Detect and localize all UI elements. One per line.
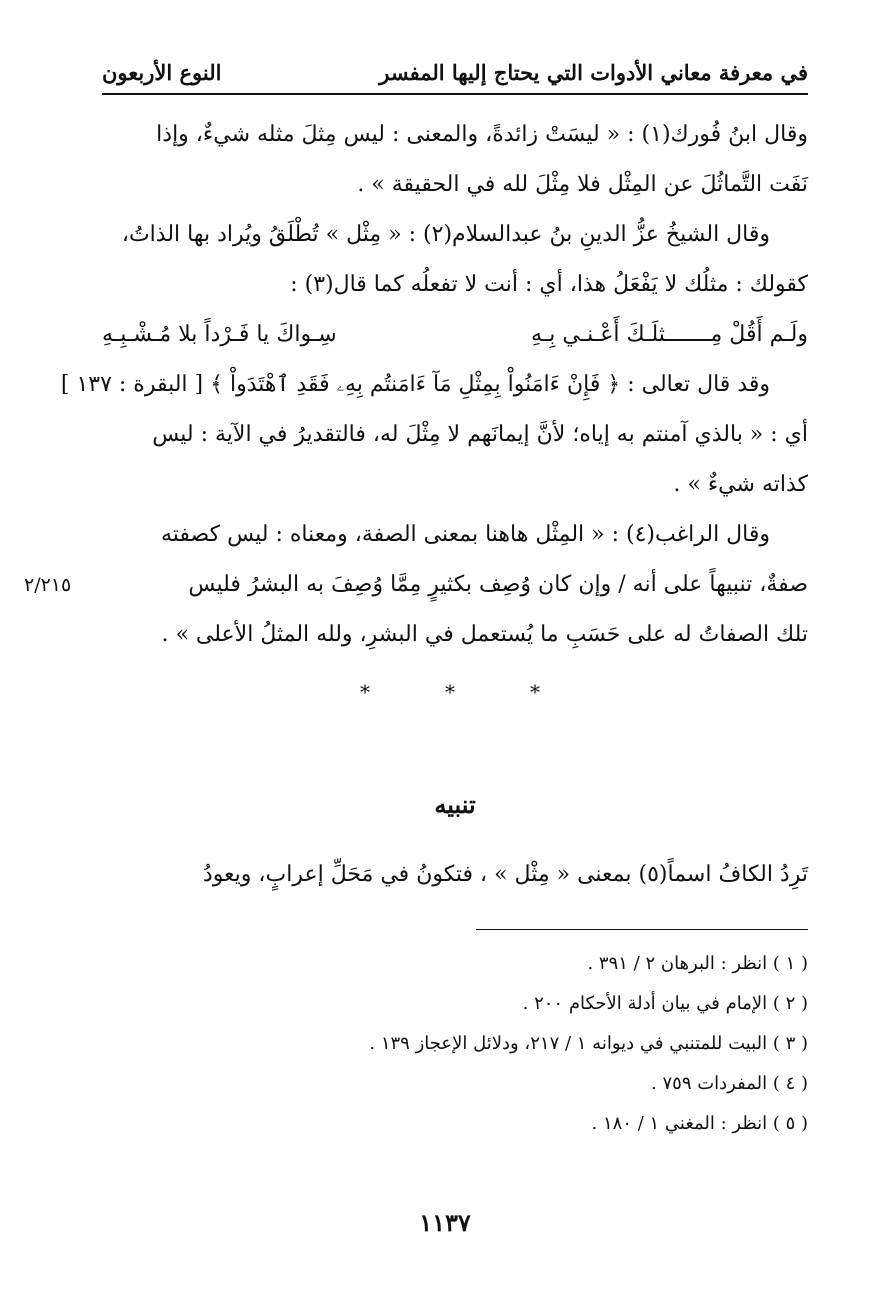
text-line: وقال ابنُ فُورك(١) : « ليسَتْ زائدةً، والمعنى : ليس مِثلَ مثله شيءٌ، وإذا: [156, 122, 808, 147]
section-separator: [360, 680, 540, 704]
footnote-rule: [476, 929, 808, 930]
text-line: صفةٌ، تنبيهاً على أنه / وإن كان وُصِف بكثيرٍ مِمَّا وُصِفَ به البشرُ فليس: [188, 572, 808, 597]
text-line: نَفَت التَّماثُلَ عن المِثْل فلا مِثْلَ لله في الحقيقة » .: [357, 172, 808, 197]
separator-star: *: [530, 680, 540, 704]
text-line: أي : « بالذي آمنتم به إياه؛ لأنَّ إيمانَهم لا مِثْلَ له، فالتقديرُ في الآية : ليس: [152, 422, 808, 447]
text-line: كذاته شيءٌ » .: [673, 472, 808, 497]
verse-second-hemistich: سِـواكَ يا فَـرْداً بلا مُـشْـبِـهِ: [102, 322, 337, 347]
footnote: ( ٥ ) انظر : المغني ١ / ١٨٠ .: [591, 1113, 808, 1134]
separator-star: *: [445, 680, 455, 704]
section-title: تنبيه: [434, 790, 476, 819]
quran-verse-line: وقد قال تعالى : ﴿ فَإِنْ ءَامَنُواْ بِمِثْلِ مَآ ءَامَنتُم بِهِۦ فَقَدِ ٱهْتَدَواْ ﴾ [ البقرة : ١٣٧ ]: [60, 372, 770, 397]
chapter-heading: النوع الأربعون: [102, 59, 222, 85]
verse-first-hemistich: ولَـم أَقُلْ مِـــــــثلَـكَ أَعْـنـي بِـهِ: [531, 322, 808, 347]
poetry-verse: [102, 310, 808, 360]
text-line: وقال الراغب(٤) : « المِثْل هاهنا بمعنى الصفة، ومعناه : ليس كصفته: [160, 522, 770, 547]
running-header: [102, 52, 808, 92]
text-line: وقال الشيخُ عزُّ الدينِ بنُ عبدالسلام(٢) : « مِثْل » تُطْلَقُ ويُراد بها الذاتُ،: [121, 222, 770, 247]
footnotes: [102, 944, 808, 1144]
text-line: تلك الصفاتُ له على حَسَبِ ما يُستعمل في البشرِ، ولله المثلُ الأعلى » .: [161, 622, 808, 647]
separator-star: *: [360, 680, 370, 704]
text-line: كقولك : مثلُك لا يَفْعَلُ هذا، أي : أنت لا تفعلُه كما قال(٣) :: [290, 272, 808, 297]
page-number: ١١٣٧: [419, 1208, 471, 1237]
section-text: تَرِدُ الكافُ اسماً(٥) بمعنى « مِثْل » ، فتكونُ في مَحَلِّ إعرابٍ، ويعودُ: [202, 862, 808, 887]
footnote: ( ٣ ) البيت للمتنبي في ديوانه ١ / ٢١٧، ودلائل الإعجاز ١٣٩ .: [369, 1033, 808, 1054]
footnote: ( ٢ ) الإمام في بيان أدلة الأحكام ٢٠٠ .: [522, 993, 808, 1014]
main-text: [60, 110, 808, 660]
footnote: ( ٤ ) المفردات ٧٥٩ .: [651, 1073, 808, 1094]
footnote: ( ١ ) انظر : البرهان ٢ / ٣٩١ .: [587, 953, 808, 974]
running-title: في معرفة معاني الأدوات التي يحتاج إليها المفسر: [379, 59, 808, 85]
margin-page-reference: ٢/٢١٥: [24, 574, 72, 596]
header-rule: [102, 93, 808, 95]
